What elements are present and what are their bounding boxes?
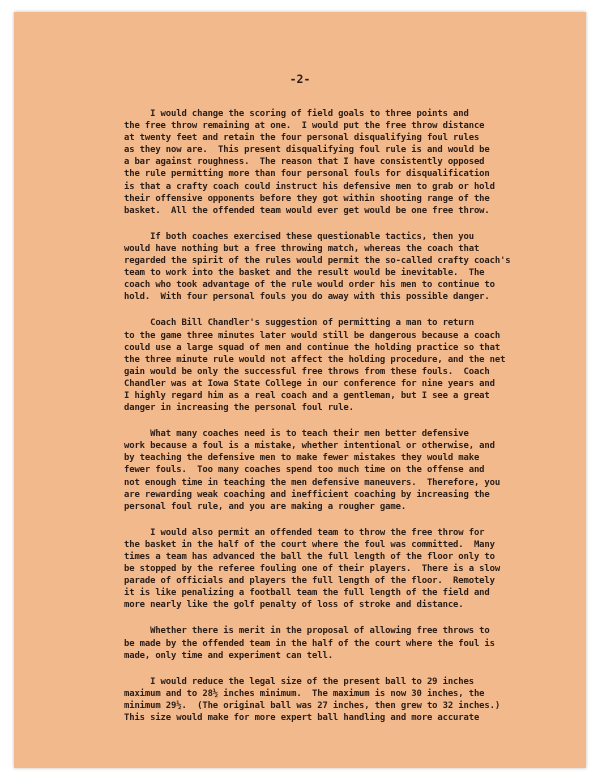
text-line: would have nothing but a free throwing match, whereas the coach that	[124, 243, 480, 254]
text-line: maximum and to 28½ inches minimum. The maximum is now 30 inches, the	[124, 688, 485, 699]
paragraph	[124, 317, 554, 414]
text-line: fewer fouls. Too many coaches spend too much time on the offense and	[124, 465, 485, 476]
paragraph	[124, 108, 554, 217]
text-line: could use a large squad of men and continue the holding practice so that	[124, 342, 501, 353]
paragraph	[124, 231, 554, 304]
text-line: work because a foul is a mistake, whether intentional or otherwise, and	[124, 441, 495, 452]
paragraph	[124, 676, 554, 724]
text-line: parade of officials and players the full length of the floor. Remotely	[124, 576, 495, 587]
text-line: the three minute rule would not affect the holding procedure, and the net	[124, 354, 506, 365]
text-line: their offensive opponents before they got within shooting range of the	[124, 193, 490, 204]
page-number: -2-	[289, 72, 311, 86]
text-line: it is like penalizing a football team the full length of the field and	[124, 588, 490, 599]
text-line: personal foul rule, and you are making a rougher game.	[124, 501, 407, 512]
text-line: hold. With four personal fouls you do away with this possible danger.	[124, 292, 490, 303]
paragraph	[124, 527, 554, 612]
text-line: basket. All the offended team would ever get would be one free throw.	[124, 205, 490, 216]
text-line: as they now are. This present disqualifying foul rule is and would be	[124, 145, 490, 156]
text-line: times a team has advanced the ball the full length of the floor only to	[124, 552, 495, 562]
text-line: to the game three minutes later would still be dangerous because a coach	[124, 330, 501, 341]
text-line: by teaching the defensive men to make fewer mistakes they would make	[124, 453, 480, 464]
text-line: Coach Bill Chandler's suggestion of permitting a man to return	[124, 318, 474, 329]
text-line: a bar against roughness. The reason that I have consistently opposed	[124, 157, 485, 168]
paragraph	[124, 428, 554, 513]
text-line: minimum 29½. (The original ball was 27 inches, then grew to 32 inches.)	[124, 700, 501, 711]
body-text	[124, 108, 554, 738]
text-line: be stopped by the referee fouling one of their players. There is a slow	[124, 564, 501, 575]
text-line: more nearly like the golf penalty of loss of stroke and distance.	[124, 600, 464, 611]
text-line: If both coaches exercised these questionable tactics, then you	[124, 231, 474, 242]
text-line: are rewarding weak coaching and inefficient coaching by increasing the	[124, 489, 490, 500]
text-line: danger in increasing the personal foul rule.	[124, 403, 354, 414]
text-line: made, only time and experiment can tell.	[124, 650, 333, 661]
text-line: the basket in the half of the court where the foul was committed. Many	[124, 539, 495, 550]
text-line: This size would make for more expert ball handling and more accurate	[124, 713, 480, 724]
text-line: I would also permit an offended team to throw the free throw for	[124, 527, 485, 538]
text-line: regarded the spirit of the rules would permit the so-called crafty coach's	[124, 256, 511, 267]
text-line: at twenty feet and retain the four personal disqualifying foul rules	[124, 133, 480, 144]
text-line: the rule permitting more than four personal fouls for disqualification	[124, 169, 490, 180]
paragraph	[124, 625, 554, 661]
text-line: What many coaches need is to teach their men better defensive	[124, 429, 469, 440]
text-line: I highly regard him as a real coach and a gentleman, but I see a great	[124, 390, 490, 401]
text-line: Chandler was at Iowa State College in our conference for nine years and	[124, 378, 495, 389]
text-line: team to work into the basket and the result would be inevitable. The	[124, 268, 485, 279]
text-line: I would change the scoring of field goals to three points and	[124, 109, 469, 119]
text-line: gain would be only the successful free throws from these fouls. Coach	[124, 366, 490, 377]
text-line: I would reduce the legal size of the present ball to 29 inches	[124, 676, 474, 687]
text-line: be made by the offended team in the half of the court where the foul is	[124, 638, 495, 649]
text-line: is that a crafty coach could instruct his defensive men to grab or hold	[124, 181, 495, 192]
text-line: Whether there is merit in the proposal of allowing free throws to	[124, 626, 490, 637]
text-line: not enough time in teaching the men defensive maneuvers. Therefore, you	[124, 477, 501, 488]
text-line: the free throw remaining at one. I would put the free throw distance	[124, 121, 485, 132]
text-line: coach who took advantage of the rule would order his men to continue to	[124, 280, 495, 291]
